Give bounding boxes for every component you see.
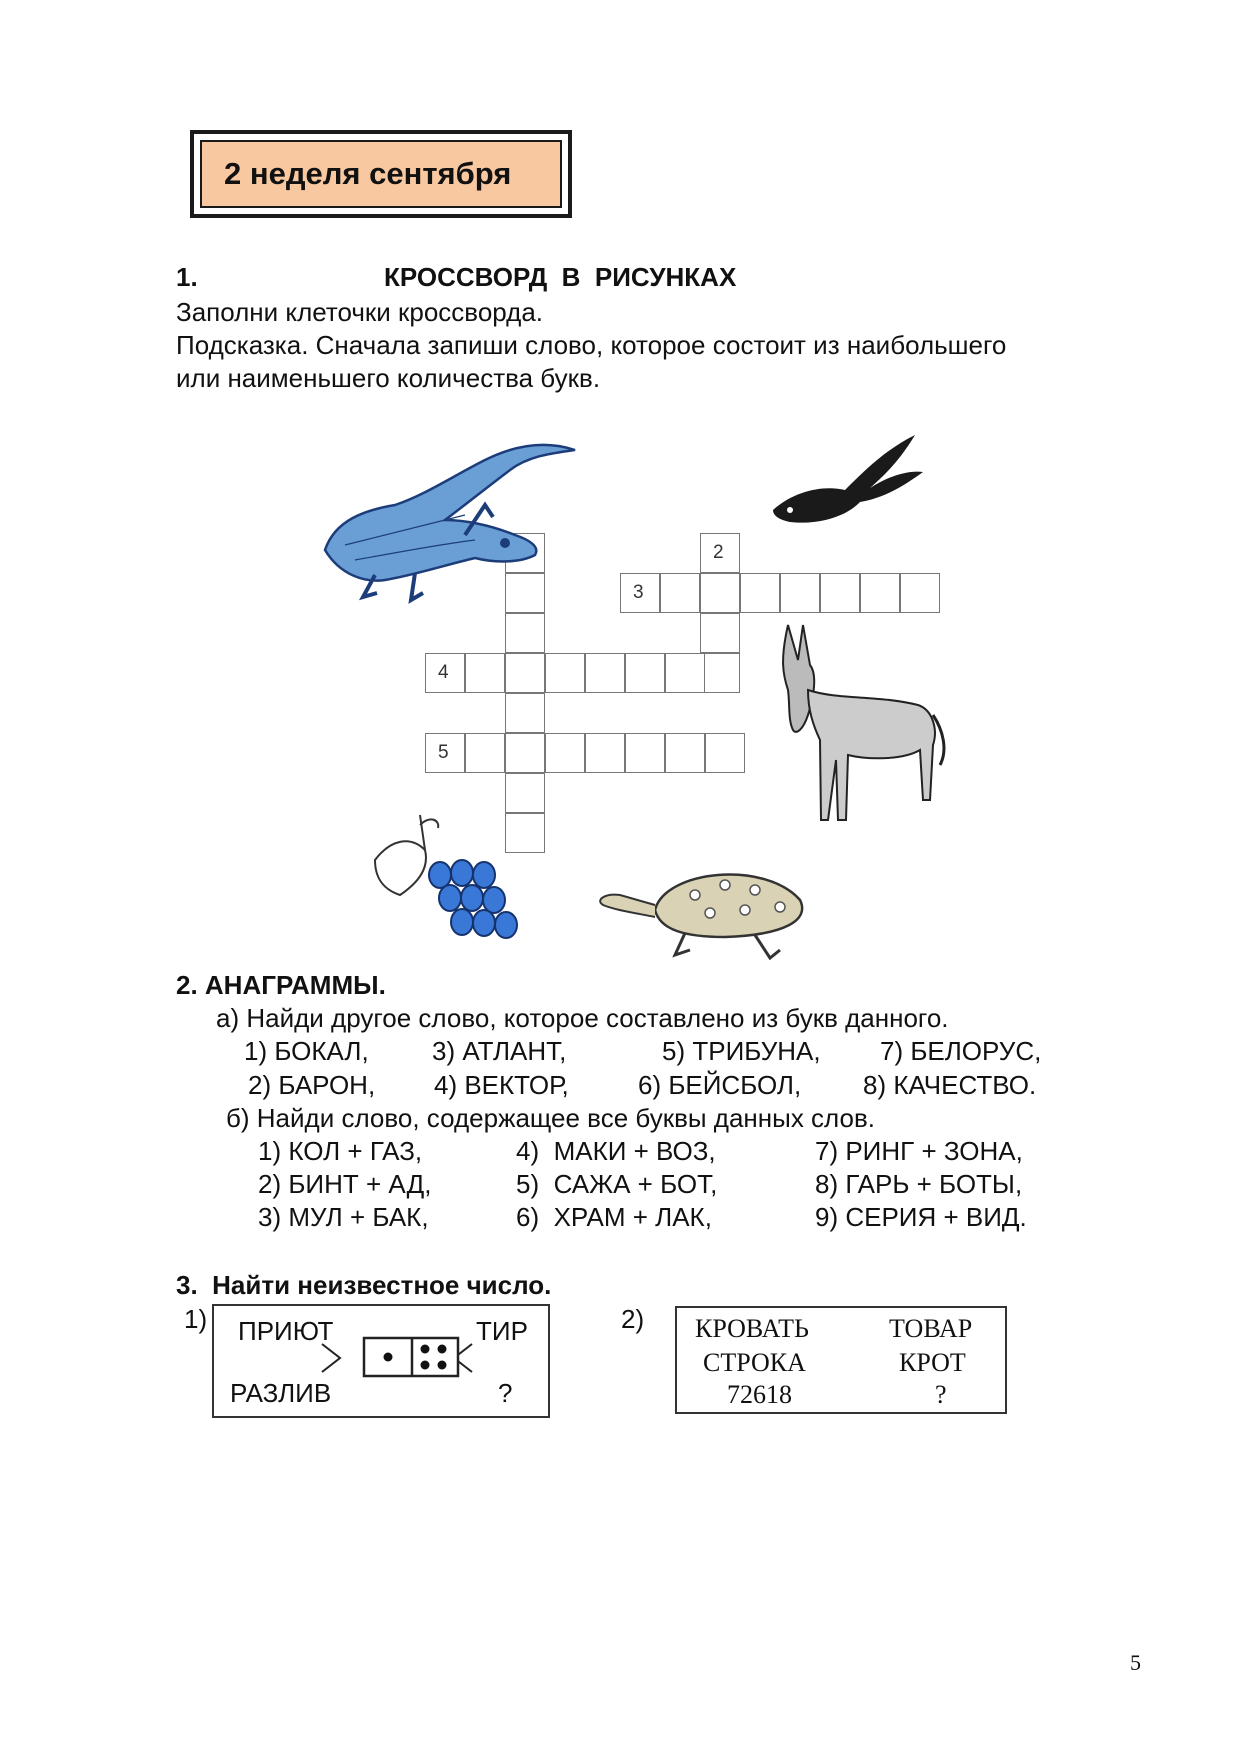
anagram-b4: 4) МАКИ + ВОЗ,: [516, 1136, 716, 1166]
crossword-cell[interactable]: [705, 733, 745, 773]
task2-title: 2. АНАГРАММЫ.: [176, 970, 386, 1000]
anagram-a5: 5) ТРИБУНА,: [662, 1036, 821, 1066]
page-number: 5: [1130, 1650, 1141, 1675]
anagram-b6: 6) ХРАМ + ЛАК,: [516, 1202, 712, 1232]
crossword-cell[interactable]: [700, 653, 740, 693]
crossword-cell[interactable]: [505, 773, 545, 813]
crossword-cell[interactable]: [740, 573, 780, 613]
week-title: 2 неделя сентября: [224, 156, 512, 191]
task1-line1: Заполни клеточки кроссворда.: [176, 297, 544, 327]
anagram-b1: 1) КОЛ + ГАЗ,: [258, 1136, 423, 1166]
crossword-cell[interactable]: [505, 613, 545, 653]
crossword-cell[interactable]: [820, 573, 860, 613]
crocodile-picture: [315, 425, 585, 605]
task3-title: 3. Найти неизвестное число.: [176, 1270, 552, 1300]
task2-a-text: а) Найди другое слово, которое составлено из букв данного.: [216, 1003, 949, 1033]
clue-number-4: 4: [438, 662, 449, 683]
crossword-cell[interactable]: [505, 653, 545, 693]
crossword-cell[interactable]: [465, 653, 505, 693]
clue-number-2: 2: [713, 542, 724, 563]
task1-line3: или наименьшего количества букв.: [176, 363, 601, 393]
donkey-picture: [758, 620, 958, 840]
puzzle1-bottom-right: ?: [498, 1378, 513, 1408]
puzzle2-r2-left: СТРОКА: [703, 1348, 806, 1377]
puzzle1-box: [212, 1304, 550, 1418]
puzzle1-label: 1): [184, 1304, 208, 1334]
anagram-b8: 8) ГАРЬ + БОТЫ,: [815, 1169, 1023, 1199]
crossword-cell[interactable]: [625, 733, 665, 773]
crossword-cell[interactable]: [625, 653, 665, 693]
task1-line2: Подсказка. Сначала запиши слово, которое состоит из наибольшего: [176, 330, 1007, 360]
anagram-a3: 3) АТЛАНТ,: [432, 1036, 567, 1066]
task1-title: КРОССВОРД В РИСУНКАХ: [384, 262, 737, 292]
crossword-cell[interactable]: [900, 573, 940, 613]
puzzle1-diagram: [214, 1306, 548, 1416]
puzzle1-bottom-left: РАЗЛИВ: [230, 1378, 332, 1408]
puzzle2-r3-right: ?: [935, 1380, 947, 1409]
clue-number-5: 5: [438, 742, 449, 763]
crossword-cell[interactable]: [660, 573, 700, 613]
crossword-cell[interactable]: [585, 733, 625, 773]
task2-b-text: б) Найди слово, содержащее все буквы данных слов.: [226, 1103, 876, 1133]
crossword-cell[interactable]: [465, 733, 505, 773]
puzzle1-top-right: ТИР: [476, 1316, 528, 1346]
anagram-a2: 2) БАРОН,: [248, 1070, 376, 1100]
crossword-cell[interactable]: [505, 693, 545, 733]
crossword-cell[interactable]: [545, 653, 585, 693]
anagram-b5: 5) САЖА + БОТ,: [516, 1169, 718, 1199]
crossword-cell[interactable]: [665, 653, 705, 693]
crossword-cell[interactable]: [425, 653, 465, 693]
anagram-a4: 4) ВЕКТОР,: [434, 1070, 569, 1100]
swallow-picture: [765, 430, 925, 530]
anagram-b9: 9) СЕРИЯ + ВИД.: [815, 1202, 1027, 1232]
crossword-cell[interactable]: [425, 733, 465, 773]
puzzle2-r3-left: 72618: [727, 1380, 792, 1409]
anagram-b3: 3) МУЛ + БАК,: [258, 1202, 429, 1232]
puzzle2-box: [675, 1306, 1007, 1414]
anagram-a8: 8) КАЧЕСТВО.: [863, 1070, 1037, 1100]
puzzle2-label: 2): [621, 1304, 645, 1334]
puzzle2-r1-left: КРОВАТЬ: [695, 1314, 809, 1343]
anagram-a7: 7) БЕЛОРУС,: [880, 1036, 1042, 1066]
puzzle2-r1-right: ТОВАР: [889, 1314, 973, 1343]
anagram-b2: 2) БИНТ + АД,: [258, 1169, 432, 1199]
crossword-cell[interactable]: [665, 733, 705, 773]
puzzle2-r2-right: КРОТ: [899, 1348, 966, 1377]
anagram-a1: 1) БОКАЛ,: [244, 1036, 369, 1066]
crossword-cell[interactable]: [780, 573, 820, 613]
crossword-cell[interactable]: [620, 573, 660, 613]
grapes-picture: [370, 810, 535, 950]
crossword-cell[interactable]: [505, 733, 545, 773]
puzzle1-top-left: ПРИЮТ: [238, 1316, 334, 1346]
crossword-cell[interactable]: [700, 613, 740, 653]
crossword-cell[interactable]: [700, 573, 740, 613]
clue-number-3: 3: [633, 582, 644, 603]
anagram-a6: 6) БЕЙСБОЛ,: [638, 1070, 802, 1100]
task1-number: 1.: [176, 262, 198, 292]
crossword-cell[interactable]: [585, 653, 625, 693]
crossword-cell[interactable]: [700, 533, 740, 573]
turtle-picture: [585, 855, 825, 965]
crossword-cell[interactable]: [860, 573, 900, 613]
anagram-b7: 7) РИНГ + ЗОНА,: [815, 1136, 1023, 1166]
crossword-cell[interactable]: [545, 733, 585, 773]
